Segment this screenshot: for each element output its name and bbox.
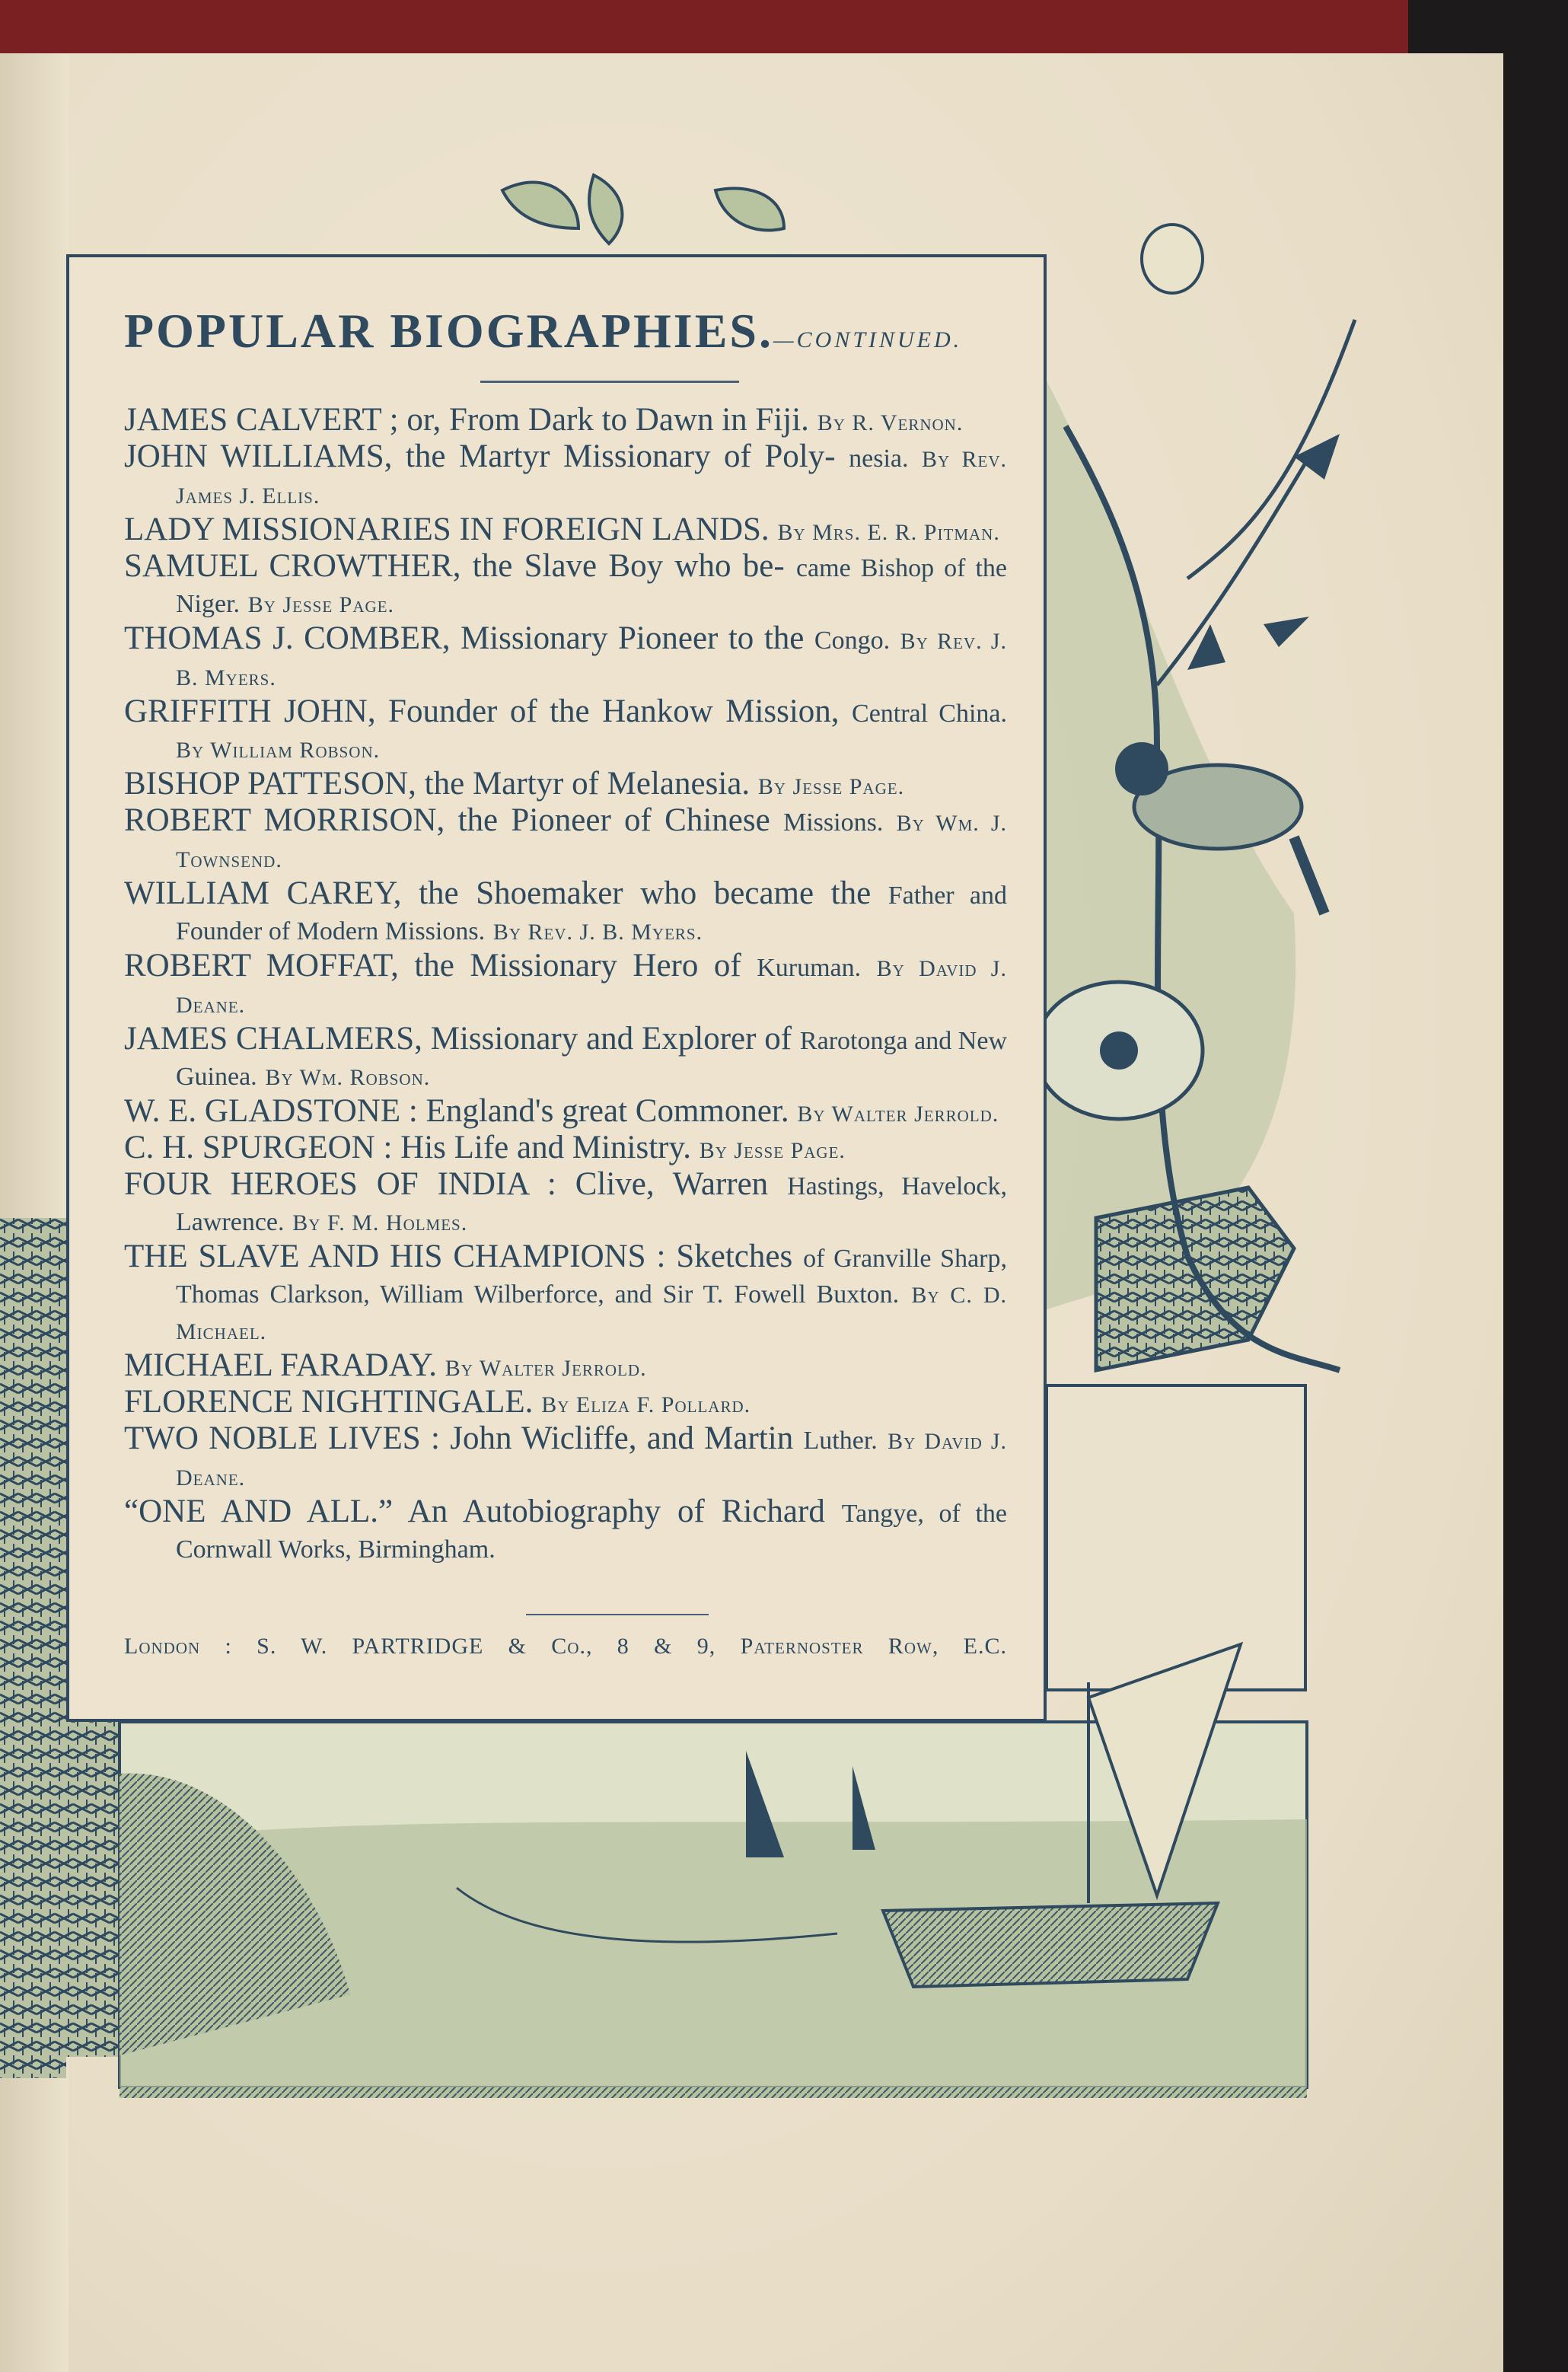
entry-byline: By Walter Jerrold. <box>797 1102 999 1127</box>
book-entry <box>124 1422 1007 1495</box>
book-entry <box>124 1349 1007 1385</box>
book-entry <box>124 1240 1007 1349</box>
entry-title: JOHN WILLIAMS, the Martyr Missionary of Poly- <box>124 438 836 474</box>
entry-title: FOUR HEROES OF INDIA : Clive, Warren <box>124 1166 769 1202</box>
entry-subtitle: nesia. <box>849 445 909 473</box>
book-list-panel <box>66 254 1047 1722</box>
entry-title: “ONE AND ALL.” An Autobiography of Richard <box>124 1494 825 1529</box>
entry-subtitle: Central China. <box>852 700 1008 728</box>
book-entry <box>124 1131 1007 1168</box>
entry-byline: By Jesse Page. <box>757 774 905 799</box>
book-entry <box>124 1168 1007 1240</box>
book-entry <box>124 1385 1007 1422</box>
book-list <box>124 403 1007 1567</box>
book-entry <box>124 804 1007 877</box>
entry-subtitle: Hastings, Havelock, Lawrence. <box>176 1172 1007 1236</box>
entry-title: JAMES CHALMERS, Missionary and Explorer of <box>124 1021 792 1057</box>
entry-byline: By Wm. J. Townsend. <box>176 811 1008 872</box>
entry-byline: By David J. Deane. <box>176 1429 1008 1490</box>
entry-subtitle: Congo. <box>814 626 891 655</box>
entry-title: GRIFFITH JOHN, Founder of the Hankow Mission, <box>124 693 840 729</box>
title-rule <box>480 381 739 383</box>
entry-subtitle: Luther. <box>803 1427 878 1455</box>
page-title <box>124 303 962 359</box>
entry-title: THOMAS J. COMBER, Missionary Pioneer to the <box>124 620 805 656</box>
continued-label: —CONTINUED. <box>773 327 963 352</box>
entry-byline: By Rev. J. B. Myers. <box>492 920 703 945</box>
entry-title: W. E. GLADSTONE : England's great Commoner. <box>124 1093 789 1129</box>
entry-title: MICHAEL FARADAY. <box>124 1347 437 1383</box>
entry-subtitle: Tangye, of the Cornwall Works, Birmingham. <box>176 1500 1008 1564</box>
entry-title: JAMES CALVERT ; or, From Dark to Dawn in Fiji. <box>124 402 809 438</box>
title-text: POPULAR BIOGRAPHIES. <box>124 304 773 358</box>
entry-byline: By F. M. Holmes. <box>292 1210 468 1235</box>
entry-byline: By Mrs. E. R. Pitman. <box>777 520 1000 545</box>
book-entry <box>124 403 1007 440</box>
boat-illustration <box>883 1903 1218 1987</box>
book-entry <box>124 1495 1007 1567</box>
entry-subtitle: came Bishop of the Niger. <box>176 554 1008 618</box>
entry-title: LADY MISSIONARIES IN FOREIGN LANDS. <box>124 512 770 547</box>
entry-title: ROBERT MOFFAT, the Missionary Hero of <box>124 948 741 984</box>
entry-subtitle: of Granville Sharp, Thomas Clarkson, William Wilberforce, and Sir T. Fowell Buxton. <box>176 1245 1008 1309</box>
book-entry <box>124 1095 1007 1131</box>
book-entry <box>124 767 1007 804</box>
book-entry <box>124 1022 1007 1095</box>
book-entry <box>124 550 1007 622</box>
book-entry <box>124 949 1007 1022</box>
entry-subtitle: Kuruman. <box>757 954 862 982</box>
entry-byline: By David J. Deane. <box>176 956 1007 1018</box>
entry-byline: By R. Vernon. <box>817 410 964 435</box>
entry-byline: By Rev. J. B. Myers. <box>176 629 1008 690</box>
entry-byline: By Jesse Page. <box>699 1138 846 1163</box>
entry-title: SAMUEL CROWTHER, the Slave Boy who be- <box>124 548 785 584</box>
entry-byline: By William Robson. <box>176 738 381 763</box>
entry-title: THE SLAVE AND HIS CHAMPIONS : Sketches <box>124 1239 793 1274</box>
entry-title: FLORENCE NIGHTINGALE. <box>124 1384 534 1420</box>
publisher-imprint: London : S. W. PARTRIDGE & Co., 8 & 9, Paternoster Row, E.C. <box>124 1634 1007 1659</box>
entry-byline: By C. D. Michael. <box>176 1283 1007 1344</box>
book-entry <box>124 877 1007 949</box>
book-entry <box>124 622 1007 695</box>
entry-byline: By Rev. James J. Ellis. <box>176 447 1008 509</box>
entry-title: BISHOP PATTESON, the Martyr of Melanesia. <box>124 766 751 802</box>
book-entry <box>124 695 1007 767</box>
entry-subtitle: Rarotonga and New Guinea. <box>176 1027 1007 1091</box>
entry-byline: By Walter Jerrold. <box>445 1356 647 1381</box>
entry-title: C. H. SPURGEON : His Life and Ministry. <box>124 1130 691 1165</box>
entry-byline: By Jesse Page. <box>247 592 395 617</box>
entry-title: ROBERT MORRISON, the Pioneer of Chinese <box>124 802 770 838</box>
book-entry <box>124 513 1007 550</box>
entry-subtitle: Father and Founder of Modern Missions. <box>176 882 1008 945</box>
entry-title: WILLIAM CAREY, the Shoemaker who became the <box>124 875 872 911</box>
entry-byline: By Eliza F. Pollard. <box>541 1392 751 1417</box>
footer-rule <box>526 1614 709 1615</box>
entry-subtitle: Missions. <box>783 808 884 837</box>
entry-byline: By Wm. Robson. <box>265 1065 431 1090</box>
left-border-pattern <box>0 1218 66 2078</box>
entry-title: TWO NOBLE LIVES : John Wicliffe, and Martin <box>124 1420 794 1456</box>
book-entry <box>124 440 1007 513</box>
